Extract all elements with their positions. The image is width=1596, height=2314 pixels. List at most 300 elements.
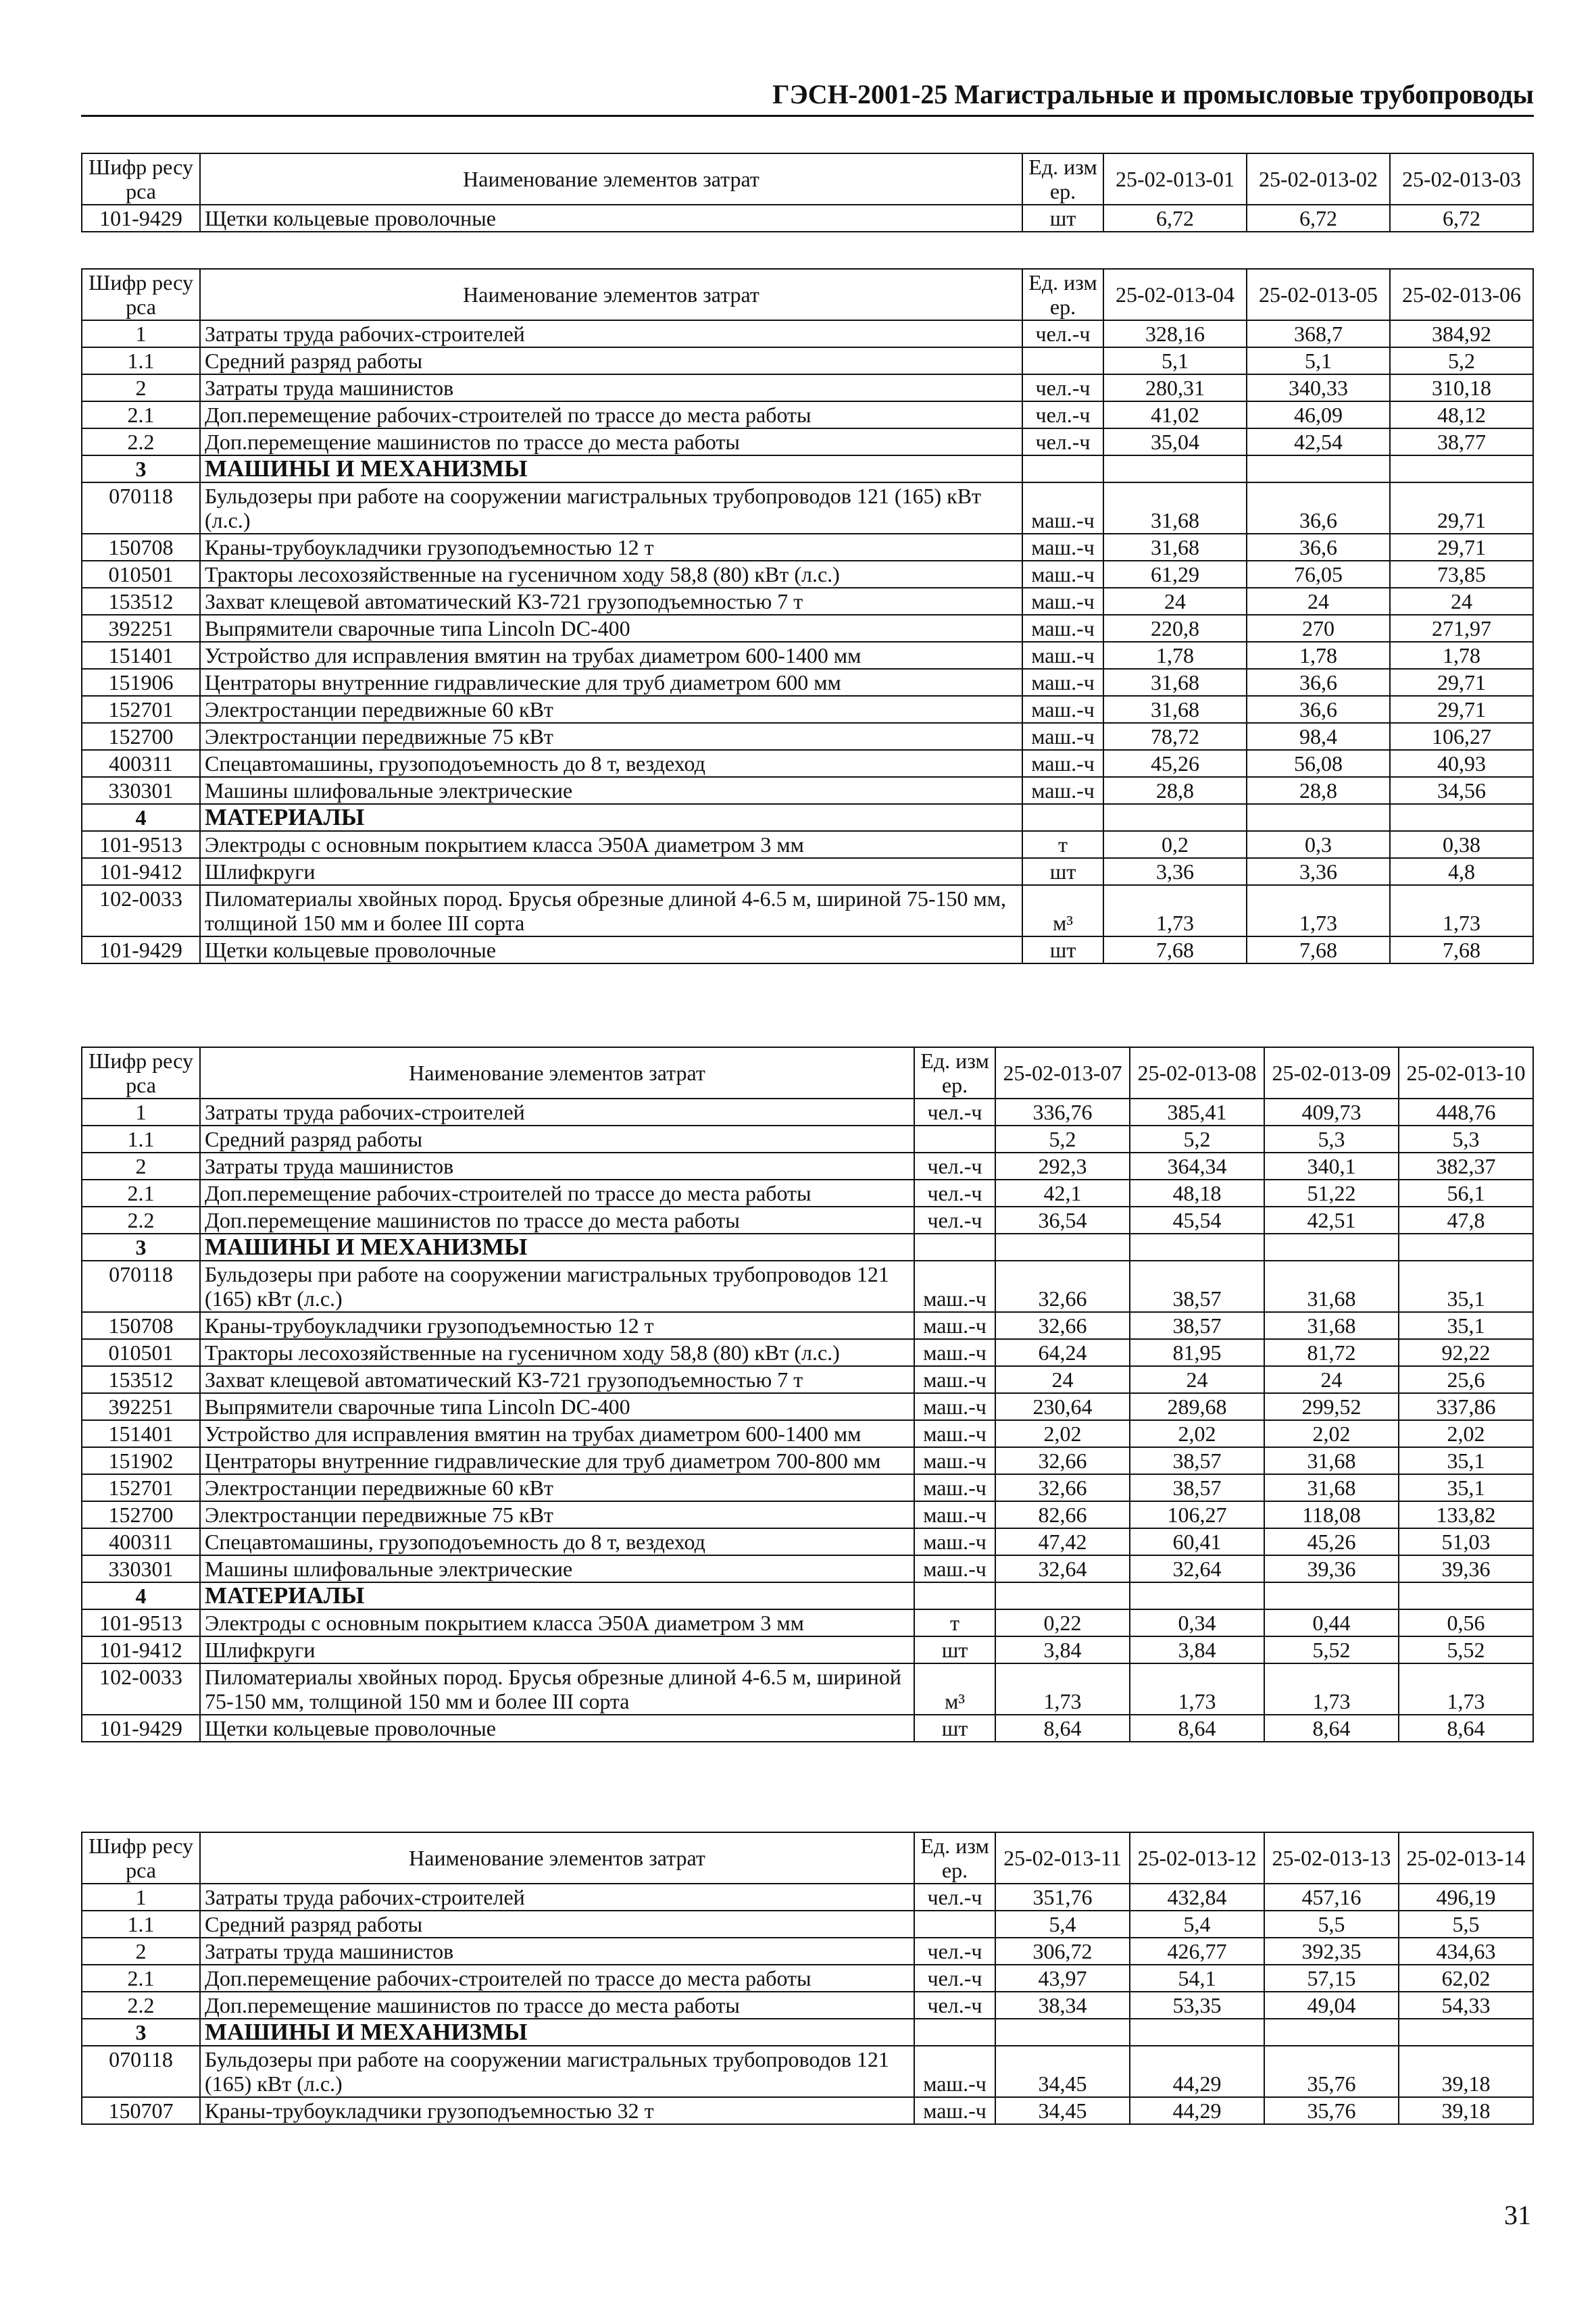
resource-value: 35,76 <box>1264 2097 1399 2124</box>
resource-code: 102-0033 <box>82 1663 200 1715</box>
resource-value: 42,51 <box>1264 1207 1399 1234</box>
resource-name: Электростанции передвижные 75 кВт <box>200 1501 914 1528</box>
header-unit: Ед. измер. <box>1022 153 1103 205</box>
resource-unit: чел.-ч <box>914 1180 995 1207</box>
resource-value: 48,12 <box>1390 401 1533 428</box>
resource-value: 35,04 <box>1103 428 1247 455</box>
resource-code: 1 <box>82 320 200 347</box>
header-unit: Ед. измер. <box>1022 269 1103 320</box>
resource-name: Затраты труда рабочих-строителей <box>200 320 1022 347</box>
resource-code: 151906 <box>82 669 200 696</box>
resource-value: 34,56 <box>1390 777 1533 804</box>
resource-code: 150707 <box>82 2097 200 2124</box>
resource-unit: маш.-ч <box>914 1339 995 1366</box>
resource-unit: маш.-ч <box>1022 561 1103 588</box>
table-row <box>82 1339 1533 1366</box>
resource-value <box>1399 1234 1533 1261</box>
table-row <box>82 428 1533 455</box>
table-row <box>82 831 1533 858</box>
table-row <box>82 588 1533 615</box>
resource-value: 1,78 <box>1390 642 1533 669</box>
header-norm-code: 25-02-013-10 <box>1399 1047 1533 1099</box>
resource-code: 070118 <box>82 482 200 534</box>
resource-value: 64,24 <box>995 1339 1130 1366</box>
resource-value: 368,7 <box>1247 320 1390 347</box>
resource-value: 32,66 <box>995 1261 1130 1312</box>
header-norm-code: 25-02-013-14 <box>1399 1832 1533 1884</box>
table-row <box>82 1207 1533 1234</box>
resource-name: Тракторы лесохозяйственные на гусеничном ходу 58,8 (80) кВт (л.с.) <box>200 561 1022 588</box>
resource-unit: чел.-ч <box>914 1938 995 1965</box>
resource-name: МАШИНЫ И МЕХАНИЗМЫ <box>200 2019 914 2046</box>
table-row <box>82 750 1533 777</box>
resource-value: 230,64 <box>995 1393 1130 1420</box>
resource-value <box>1247 804 1390 831</box>
table-row <box>82 1884 1533 1911</box>
resource-unit: чел.-ч <box>1022 401 1103 428</box>
resource-value: 1,73 <box>1399 1663 1533 1715</box>
resource-value: 0,34 <box>1130 1609 1264 1636</box>
resource-value: 392,35 <box>1264 1938 1399 1965</box>
resource-code: 101-9429 <box>82 936 200 963</box>
resource-value: 5,2 <box>1130 1126 1264 1153</box>
resource-unit: маш.-ч <box>914 1501 995 1528</box>
resource-value: 0,3 <box>1247 831 1390 858</box>
resource-value: 24 <box>1103 588 1247 615</box>
resource-value: 31,68 <box>1264 1261 1399 1312</box>
resource-name: Щетки кольцевые проволочные <box>200 205 1022 232</box>
header-norm-code: 25-02-013-04 <box>1103 269 1247 320</box>
resource-name: Затраты труда рабочих-строителей <box>200 1884 914 1911</box>
header-row <box>82 1832 1533 1884</box>
resource-value: 46,09 <box>1247 401 1390 428</box>
resource-value: 35,76 <box>1264 2046 1399 2097</box>
resource-code: 2 <box>82 374 200 401</box>
resource-code: 3 <box>82 2019 200 2046</box>
resource-unit: маш.-ч <box>1022 723 1103 750</box>
resource-value: 3,84 <box>1130 1636 1264 1663</box>
resource-value: 6,72 <box>1247 205 1390 232</box>
resource-name: Доп.перемещение рабочих-строителей по трассе до места работы <box>200 401 1022 428</box>
header-norm-code: 25-02-013-13 <box>1264 1832 1399 1884</box>
resource-name: Шлифкруги <box>200 858 1022 885</box>
resource-value: 32,66 <box>995 1474 1130 1501</box>
table-row <box>82 1663 1533 1715</box>
resource-value: 56,08 <box>1247 750 1390 777</box>
resource-unit: маш.-ч <box>1022 588 1103 615</box>
header-code: Шифр ресурса <box>82 153 200 205</box>
resource-name: Центраторы внутренние гидравлические для труб диаметром 600 мм <box>200 669 1022 696</box>
resource-code: 400311 <box>82 1528 200 1555</box>
resource-table-2 <box>81 268 1534 964</box>
resource-unit <box>914 1911 995 1938</box>
table-row <box>82 1261 1533 1312</box>
resource-unit <box>914 1126 995 1153</box>
resource-unit: чел.-ч <box>914 1153 995 1180</box>
resource-code: 151401 <box>82 1420 200 1447</box>
resource-value: 7,68 <box>1247 936 1390 963</box>
section-row <box>82 1582 1533 1609</box>
resource-value: 5,3 <box>1399 1126 1533 1153</box>
resource-value <box>1390 804 1533 831</box>
resource-unit: шт <box>914 1715 995 1742</box>
resource-name: Доп.перемещение машинистов по трассе до места работы <box>200 428 1022 455</box>
table-row <box>82 347 1533 374</box>
resource-unit: маш.-ч <box>1022 696 1103 723</box>
table-row <box>82 723 1533 750</box>
table-row <box>82 936 1533 963</box>
resource-value <box>995 2019 1130 2046</box>
resource-value: 29,71 <box>1390 534 1533 561</box>
resource-unit: маш.-ч <box>914 1312 995 1339</box>
resource-value: 53,35 <box>1130 1992 1264 2019</box>
resource-value: 5,3 <box>1264 1126 1399 1153</box>
resource-name: Доп.перемещение рабочих-строителей по трассе до места работы <box>200 1965 914 1992</box>
resource-value: 6,72 <box>1103 205 1247 232</box>
resource-unit: чел.-ч <box>914 1099 995 1126</box>
resource-value: 38,77 <box>1390 428 1533 455</box>
resource-value: 35,1 <box>1399 1312 1533 1339</box>
resource-name: Захват клещевой автоматический КЗ-721 грузоподъемностью 7 т <box>200 588 1022 615</box>
header-norm-code: 25-02-013-01 <box>1103 153 1247 205</box>
resource-value: 5,2 <box>995 1126 1130 1153</box>
resource-value: 434,63 <box>1399 1938 1533 1965</box>
resource-value: 31,68 <box>1264 1474 1399 1501</box>
header-name: Наименование элементов затрат <box>200 153 1022 205</box>
resource-code: 070118 <box>82 1261 200 1312</box>
resource-value: 0,56 <box>1399 1609 1533 1636</box>
resource-unit: шт <box>1022 936 1103 963</box>
resource-unit: маш.-ч <box>1022 669 1103 696</box>
resource-code: 102-0033 <box>82 885 200 936</box>
resource-value: 35,1 <box>1399 1261 1533 1312</box>
resource-value: 73,85 <box>1390 561 1533 588</box>
resource-value: 39,18 <box>1399 2046 1533 2097</box>
resource-unit: маш.-ч <box>914 1447 995 1474</box>
resource-unit: маш.-ч <box>914 1474 995 1501</box>
resource-unit: маш.-ч <box>1022 615 1103 642</box>
table-row <box>82 696 1533 723</box>
table-row <box>82 858 1533 885</box>
resource-value <box>1264 2019 1399 2046</box>
resource-value: 61,29 <box>1103 561 1247 588</box>
resource-value <box>1130 2019 1264 2046</box>
resource-name: Шлифкруги <box>200 1636 914 1663</box>
resource-code: 3 <box>82 455 200 482</box>
resource-code: 4 <box>82 1582 200 1609</box>
resource-unit: чел.-ч <box>914 1992 995 2019</box>
resource-code: 1 <box>82 1099 200 1126</box>
resource-value: 328,16 <box>1103 320 1247 347</box>
resource-value: 2,02 <box>1130 1420 1264 1447</box>
resource-value: 44,29 <box>1130 2097 1264 2124</box>
resource-code: 152701 <box>82 696 200 723</box>
resource-name: Спецавтомашины, грузоподоъемность до 8 т, вездеход <box>200 1528 914 1555</box>
resource-value: 5,52 <box>1399 1636 1533 1663</box>
resource-value: 38,57 <box>1130 1474 1264 1501</box>
resource-name: Затраты труда машинистов <box>200 1153 914 1180</box>
resource-value: 5,5 <box>1399 1911 1533 1938</box>
resource-value: 60,41 <box>1130 1528 1264 1555</box>
header-norm-code: 25-02-013-09 <box>1264 1047 1399 1099</box>
resource-name: Машины шлифовальные электрические <box>200 1555 914 1582</box>
resource-value: 496,19 <box>1399 1884 1533 1911</box>
resource-value: 82,66 <box>995 1501 1130 1528</box>
resource-value: 78,72 <box>1103 723 1247 750</box>
header-norm-code: 25-02-013-06 <box>1390 269 1533 320</box>
header-norm-code: 25-02-013-03 <box>1390 153 1533 205</box>
resource-value: 336,76 <box>995 1099 1130 1126</box>
table-row <box>82 1555 1533 1582</box>
resource-unit: м³ <box>914 1663 995 1715</box>
resource-unit: чел.-ч <box>1022 320 1103 347</box>
resource-name: МАШИНЫ И МЕХАНИЗМЫ <box>200 455 1022 482</box>
header-row <box>82 1047 1533 1099</box>
resource-unit: маш.-ч <box>914 2046 995 2097</box>
table-row <box>82 1609 1533 1636</box>
resource-name: Машины шлифовальные электрические <box>200 777 1022 804</box>
resource-table-4 <box>81 1832 1534 2125</box>
resource-code: 3 <box>82 1234 200 1261</box>
resource-unit <box>914 1234 995 1261</box>
header-unit: Ед. измер. <box>914 1047 995 1099</box>
resource-name: Электростанции передвижные 60 кВт <box>200 1474 914 1501</box>
resource-value: 43,97 <box>995 1965 1130 1992</box>
resource-value: 3,84 <box>995 1636 1130 1663</box>
resource-name: Устройство для исправления вмятин на трубах диаметром 600-1400 мм <box>200 642 1022 669</box>
header-code: Шифр ресурса <box>82 1047 200 1099</box>
resource-table-3 <box>81 1047 1534 1742</box>
resource-value: 47,42 <box>995 1528 1130 1555</box>
resource-code: 150708 <box>82 534 200 561</box>
resource-value: 31,68 <box>1103 534 1247 561</box>
resource-code: 2.2 <box>82 428 200 455</box>
resource-value: 310,18 <box>1390 374 1533 401</box>
table-row <box>82 1420 1533 1447</box>
resource-value: 24 <box>1247 588 1390 615</box>
table-row <box>82 1636 1533 1663</box>
resource-value: 45,26 <box>1264 1528 1399 1555</box>
header-norm-code: 25-02-013-08 <box>1130 1047 1264 1099</box>
resource-name: Затраты труда машинистов <box>200 1938 914 1965</box>
table-row <box>82 561 1533 588</box>
resource-name: МАШИНЫ И МЕХАНИЗМЫ <box>200 1234 914 1261</box>
resource-value: 36,6 <box>1247 669 1390 696</box>
resource-unit: маш.-ч <box>914 1393 995 1420</box>
resource-value: 8,64 <box>995 1715 1130 1742</box>
resource-name: Средний разряд работы <box>200 347 1022 374</box>
resource-name: Средний разряд работы <box>200 1911 914 1938</box>
table-row <box>82 320 1533 347</box>
resource-name: Устройство для исправления вмятин на трубах диаметром 600-1400 мм <box>200 1420 914 1447</box>
resource-value <box>1264 1582 1399 1609</box>
resource-code: 101-9412 <box>82 858 200 885</box>
resource-value: 39,36 <box>1399 1555 1533 1582</box>
table-row <box>82 1474 1533 1501</box>
resource-value: 32,66 <box>995 1447 1130 1474</box>
resource-value: 38,57 <box>1130 1312 1264 1339</box>
resource-value: 432,84 <box>1130 1884 1264 1911</box>
resource-value: 5,1 <box>1103 347 1247 374</box>
resource-value: 36,6 <box>1247 696 1390 723</box>
resource-name: МАТЕРИАЛЫ <box>200 804 1022 831</box>
header-row <box>82 153 1533 205</box>
resource-value: 76,05 <box>1247 561 1390 588</box>
resource-name: Выпрямители сварочные типа Lincoln DC-400 <box>200 615 1022 642</box>
page-number: 31 <box>1504 2200 1531 2230</box>
resource-value: 38,57 <box>1130 1447 1264 1474</box>
resource-code: 101-9429 <box>82 205 200 232</box>
resource-value <box>1103 455 1247 482</box>
resource-code: 153512 <box>82 1366 200 1393</box>
resource-code: 101-9412 <box>82 1636 200 1663</box>
resource-unit: маш.-ч <box>1022 482 1103 534</box>
page-title: ГЭСН-2001-25 Магистральные и промысловые трубопроводы <box>772 79 1534 109</box>
table-row <box>82 1965 1533 1992</box>
resource-value: 32,64 <box>995 1555 1130 1582</box>
resource-value: 51,03 <box>1399 1528 1533 1555</box>
header-norm-code: 25-02-013-02 <box>1247 153 1390 205</box>
resource-value <box>1247 455 1390 482</box>
resource-code: 2 <box>82 1938 200 1965</box>
table-row <box>82 642 1533 669</box>
table-row <box>82 1911 1533 1938</box>
resource-name: Доп.перемещение машинистов по трассе до места работы <box>200 1992 914 2019</box>
resource-value: 0,2 <box>1103 831 1247 858</box>
resource-code: 2.2 <box>82 1207 200 1234</box>
table-row <box>82 1938 1533 1965</box>
resource-code: 2.1 <box>82 1965 200 1992</box>
resource-value <box>995 1582 1130 1609</box>
resource-name: Средний разряд работы <box>200 1126 914 1153</box>
resource-code: 010501 <box>82 1339 200 1366</box>
resource-value: 6,72 <box>1390 205 1533 232</box>
table-row <box>82 1126 1533 1153</box>
resource-value: 340,33 <box>1247 374 1390 401</box>
resource-code: 2.2 <box>82 1992 200 2019</box>
resource-value: 81,95 <box>1130 1339 1264 1366</box>
resource-value: 44,29 <box>1130 2046 1264 2097</box>
table-row <box>82 1715 1533 1742</box>
resource-unit: маш.-ч <box>1022 750 1103 777</box>
resource-unit: чел.-ч <box>914 1965 995 1992</box>
resource-value: 271,97 <box>1390 615 1533 642</box>
table-row <box>82 1099 1533 1126</box>
resource-value: 35,1 <box>1399 1474 1533 1501</box>
resource-value: 34,45 <box>995 2046 1130 2097</box>
resource-value: 48,18 <box>1130 1180 1264 1207</box>
resource-value: 299,52 <box>1264 1393 1399 1420</box>
page-header <box>81 74 1534 117</box>
resource-name: Щетки кольцевые проволочные <box>200 1715 914 1742</box>
resource-value: 24 <box>995 1366 1130 1393</box>
resource-code: 2.1 <box>82 1180 200 1207</box>
resource-value: 32,66 <box>995 1312 1130 1339</box>
resource-name: Краны-трубоукладчики грузоподъемностью 12 т <box>200 1312 914 1339</box>
resource-value: 8,64 <box>1399 1715 1533 1742</box>
resource-table-1 <box>81 153 1534 232</box>
resource-unit: чел.-ч <box>1022 428 1103 455</box>
header-name: Наименование элементов затрат <box>200 269 1022 320</box>
resource-unit: т <box>914 1609 995 1636</box>
header-norm-code: 25-02-013-11 <box>995 1832 1130 1884</box>
resource-unit <box>1022 347 1103 374</box>
resource-value: 448,76 <box>1399 1099 1533 1126</box>
section-row <box>82 1234 1533 1261</box>
table-row <box>82 534 1533 561</box>
table-row <box>82 1992 1533 2019</box>
resource-unit: маш.-ч <box>914 1420 995 1447</box>
table-row <box>82 1447 1533 1474</box>
section-row <box>82 455 1533 482</box>
resource-code: 101-9513 <box>82 1609 200 1636</box>
resource-value: 45,54 <box>1130 1207 1264 1234</box>
resource-name: Бульдозеры при работе на сооружении магистральных трубопроводов 121 (165) кВт (л.с.) <box>200 482 1022 534</box>
resource-code: 392251 <box>82 615 200 642</box>
resource-value: 8,64 <box>1264 1715 1399 1742</box>
resource-value: 289,68 <box>1130 1393 1264 1420</box>
resource-value: 1,73 <box>1130 1663 1264 1715</box>
resource-value: 42,54 <box>1247 428 1390 455</box>
resource-value <box>1103 804 1247 831</box>
resource-code: 2 <box>82 1153 200 1180</box>
resource-value: 54,1 <box>1130 1965 1264 1992</box>
resource-name: Выпрямители сварочные типа Lincoln DC-400 <box>200 1393 914 1420</box>
resource-value: 38,34 <box>995 1992 1130 2019</box>
resource-code: 070118 <box>82 2046 200 2097</box>
table-row <box>82 1501 1533 1528</box>
resource-name: Доп.перемещение рабочих-строителей по трассе до места работы <box>200 1180 914 1207</box>
table-row <box>82 885 1533 936</box>
resource-value: 1,78 <box>1247 642 1390 669</box>
resource-value: 29,71 <box>1390 669 1533 696</box>
resource-code: 2.1 <box>82 401 200 428</box>
resource-value: 280,31 <box>1103 374 1247 401</box>
resource-value: 29,71 <box>1390 482 1533 534</box>
resource-value: 385,41 <box>1130 1099 1264 1126</box>
resource-value: 35,1 <box>1399 1447 1533 1474</box>
header-name: Наименование элементов затрат <box>200 1832 914 1884</box>
resource-name: Бульдозеры при работе на сооружении магистральных трубопроводов 121 (165) кВт (л.с.) <box>200 1261 914 1312</box>
resource-code: 330301 <box>82 777 200 804</box>
resource-value: 32,64 <box>1130 1555 1264 1582</box>
resource-name: Электроды с основным покрытием класса Э50А диаметром 3 мм <box>200 831 1022 858</box>
resource-unit <box>1022 455 1103 482</box>
resource-value: 29,71 <box>1390 696 1533 723</box>
resource-value: 28,8 <box>1247 777 1390 804</box>
resource-code: 4 <box>82 804 200 831</box>
table-row <box>82 615 1533 642</box>
header-norm-code: 25-02-013-12 <box>1130 1832 1264 1884</box>
table-row <box>82 1312 1533 1339</box>
resource-value: 3,36 <box>1103 858 1247 885</box>
resource-unit: маш.-ч <box>914 1555 995 1582</box>
resource-value: 292,3 <box>995 1153 1130 1180</box>
table-row <box>82 374 1533 401</box>
header-code: Шифр ресурса <box>82 1832 200 1884</box>
resource-name: Электроды с основным покрытием класса Э50А диаметром 3 мм <box>200 1609 914 1636</box>
resource-unit: чел.-ч <box>914 1207 995 1234</box>
resource-value: 384,92 <box>1390 320 1533 347</box>
resource-unit: чел.-ч <box>1022 374 1103 401</box>
table-row <box>82 1180 1533 1207</box>
resource-value: 5,1 <box>1247 347 1390 374</box>
resource-unit: маш.-ч <box>914 2097 995 2124</box>
resource-value: 56,1 <box>1399 1180 1533 1207</box>
resource-code: 400311 <box>82 750 200 777</box>
header-row <box>82 269 1533 320</box>
resource-name: МАТЕРИАЛЫ <box>200 1582 914 1609</box>
